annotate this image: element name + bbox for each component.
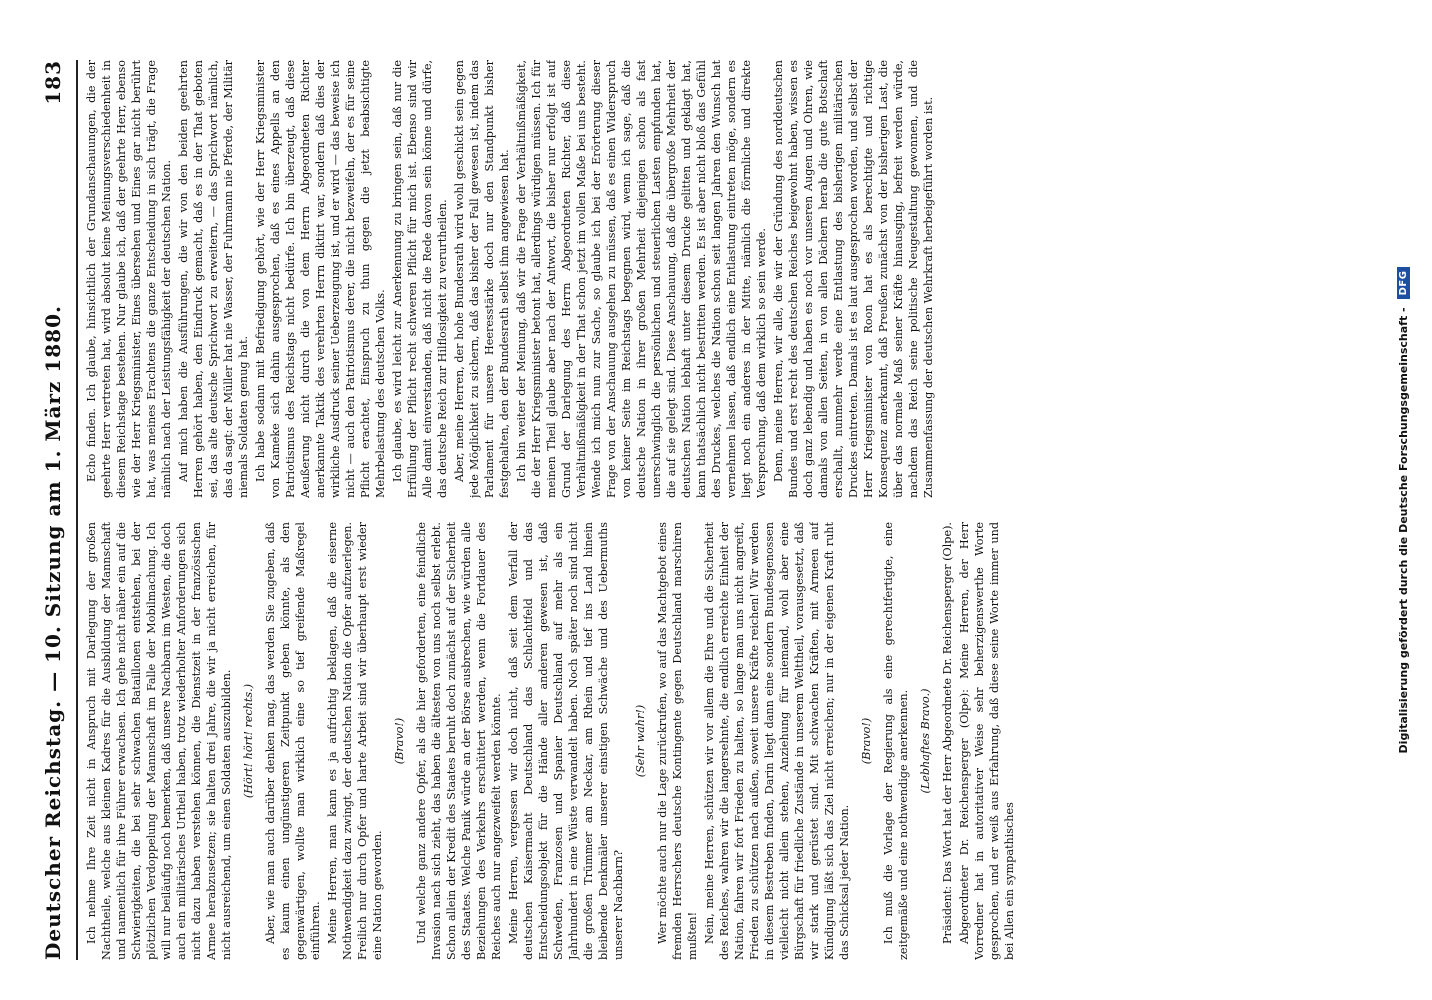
paragraph: Ich habe sodann mit Befriedigung gehört, wie der Herr Kriegsminister von Kameke sich dahin ausgesprochen, daß es eines Appells an den Patriotismus des Reichstags nicht bedürfe. Ich bin überzeugt, daß diese Aeußerung nicht durch die von dem Herrn Abgeordneten Richter anerkannte Taktik des verehrten Herrn diktirt war, sondern daß dies der wirkliche Ausdruck seiner Ueberzeugung ist, und er wird — das beweise ich nicht — auch den Patriotismus derer, die nicht bezweifeln, der es für seine Pflicht erachtet, Einspruch zu thun gegen die jetzt beabsichtigte Mehrbelastung des deutschen Volks. [254, 60, 387, 498]
paragraph: Denn, meine Herren, wir alle, die wir der Gründung des norddeutschen Bundes und erst recht des deutschen Reiches beigewohnt haben, wissen es doch ganz lebendig und haben es noch vor unseren Augen und Ohren, wie damals von allen Seiten, in von allen Dächern herab die gute Botschaft erschallt, nunmehr werde eine Entlastung des bisherigen militärischen Druckes eintreten. Damals ist es laut ausgesprochen worden, und selbst der Herr Kriegsminister von Roon hat es als berechtigte und richtige Konsequenz anerkannt, daß Preußen zunächst von der bisherigen Last, die über das normale Maß seiner Kräfte hinausging, befreit werden würde, nachdem das Reich seine politische Neugestaltung gewonnen, und die Zusammenfassung der deutschen Wehrkraft herbeigeführt worden ist. [772, 60, 935, 498]
parliamentary-reaction: (Hört! hört! rechts.) [242, 683, 255, 799]
header-rule [76, 60, 78, 960]
parliamentary-reaction: (Bravo!) [393, 717, 406, 765]
credit-text: Digitalisierung gefördert durch die Deutsche Forschungsgemeinschaft - [1396, 307, 1410, 754]
parliamentary-reaction: (Lebhaftes Bravo.) [919, 688, 932, 794]
paragraph: Präsident: Das Wort hat der Herr Abgeordnete Dr. Reichensperger (Olpe). [941, 522, 954, 944]
paragraph: Ich muß die Vorlage der Regierung als eine gerechtfertigte, eine zeitgemäße und eine nothwendige anerkennen. [882, 522, 910, 960]
running-title: Deutscher Reichstag. — 10. Sitzung am 1. März 1880. [41, 305, 65, 960]
paragraph: Ich bin weiter der Meinung, daß wir die Frage der Verhältnißmäßigkeit, die der Herr Kriegsminister betont hat, allerdings würdigen müssen. Ich für meinen Theil glaube aber nach der Antwort, die bisher nur erfolgt ist auf Grund der Darlegung des Herrn Abgeordneten Richter, daß diese Verhältnißmäßigkeit in der That schon jetzt im vollen Maße bei uns besteht. Wende ich mich nun zur Sache, so glaube ich bei der Erörterung dieser Frage von der Anschauung ausgehen zu müssen, daß es einen Widerspruch von keiner Seite im Reichstags begegnen wird, wenn ich sage, daß die deutsche Nation in ihrer großen Mehrheit diejenigen schon als fast unerschwinglich die persönlichen und steuerlichen Lasten empfunden hat, die auf sie gelegt sind. Diese Anschauung, daß die übergroße Mehrheit der deutschen Nation lebhaft unter diesem Drucke gelitten und geklagt hat, kann thatsächlich nicht bestritten werden. Es ist aber nicht bloß das Gefühl des Druckes, welches die Nation schon seit langen Jahren den Wunsch hat vernehmen lassen, daß endlich eine Entlastung eintreten möge, sondern es liegt noch ein anderes in der Mitte, nämlich die förmliche und direkte Versprechung, daß dem wirklich so sein werde. [515, 60, 768, 498]
paragraph: Nein, meine Herren, schützen wir vor allem die Ehre und die Sicherheit des Reiches, wahren wir die langersehnte, die endlich erreichte Einheit der Nation, fahren wir fort Frieden zu halten, so lange man uns nicht angreift, Frieden zu schützen nach außen, soweit unsere Kräfte reichen! Wir werden in diesem Bestreben finden, Darin liegt dann eine sondern Bundesgenossen vielleicht nicht allein stehen, Anziehung für niemand, wohl aber eine Bürgschaft für friedliche Zustände in unserem Welttheil, vorausgesetzt, daß wir stark und gerüstet sind. Mit schwachen Kräften, mit Armeen auf Kündigung läßt sich das Ziel nicht erreichen; nur in der eigenen Kraft ruht das Schicksal jeder Nation. [703, 522, 851, 960]
paragraph: Meine Herren, vergessen wir doch nicht, daß seit dem Verfall der deutschen Kaisermacht Deutschland das Schlachtfeld und das Entscheidungsobjekt für die Hände aller anderen gewesen ist, daß Schweden, Franzosen und Spanier Deutschland auf mehr als ein Jahrhundert in eine Wüste verwandelt haben. Noch später noch sind nicht die großen Trümmer am Neckar, am Rhein und tief ins Land hinein bleibende Denkmäler unserer einstigen Schwäche und des Uebermuths unserer Nachbarn? [507, 522, 625, 960]
paragraph: Ich glaube, es wird leicht zur Anerkennung zu bringen sein, daß nur die Erfüllung der Pflicht recht schweren Pflicht für mich ist. Ebenso sind wir Alle damit einverstanden, daß nicht die Rede davon sein könne und dürfe, das deutsche Reich zur Hilflosigkeit zu verurtheilen. [391, 60, 449, 498]
paragraph: Wer möchte auch nur die Lage zurückrufen, wo auf das Machtgebot eines fremden Herrschers deutsche Kontingente gegen Deutschland marschiren mußten! [656, 522, 699, 960]
text-column-right [84, 60, 1324, 498]
page-number: 183 [41, 60, 65, 105]
paragraph: Abgeordneter Dr. Reichensperger (Olpe): Meine Herren, der Herr Vorredner hat in autoritativer Weise sehr beherzigenswerthe Worte gesprochen, und er weiß aus Erfahrung, daß diese seine Worte immer und bei Allen ein sympathisches [958, 522, 1016, 960]
dfg-logo: DFG [1397, 267, 1410, 300]
paragraph: Echo finden. Ich glaube, hinsichtlich der Grundanschauungen, die der geehrte Herr vertreten hat, wird absolut keine Meinungsverschiedenheit in diesem Reichstage bestehen. Nur glaube ich, daß der geehrte Herr, ebenso wie der Herr Kriegsminister, Eines übersehen und Eines gar nicht berührt hat, was meines Erachtens die ganze Entscheidung in sich trägt, die Frage nämlich nach der Leistungsfähigkeit der deutschen Nation. [85, 60, 173, 498]
text-column-left [84, 522, 1324, 960]
paragraph: Aber, meine Herren, der hohe Bundesrath wird wohl geschickt sein gegen jede Möglichkeit zu sichern, daß das bisher der Fall gewesen ist, indem das Parlament für unsere Heeresstärke doch nur den Standpunkt bisher festgehalten, den der Bundesrath selbst ihm angewiesen hat. [453, 60, 511, 498]
parliamentary-reaction: (Sehr wahr!) [634, 704, 647, 778]
paragraph: Aber, wie man auch darüber denken mag, das werden Sie zugeben, daß es kaum einen ungünstigeren Zeitpunkt geben könnte, als den gegenwärtigen, wollte man wirklich eine so tief greifende Maßregel einführen. [264, 522, 322, 960]
paragraph: Ich nehme Ihre Zeit nicht in Anspruch mit Darlegung der großen Nachtheile, welche aus kleinen Kadres für die Ausbildung der Mannschaft und namentlich für ihre Führer erwachsen. Ich gehe nicht näher ein auf die Schwierigkeiten, die bei sehr schwachen Bataillonen entstehen, bei der plötzlichen Verdoppelung der Mannschaft im Falle der Mobilmachung. Ich will nur beiläufig noch bemerken, daß unsere Nachbarn im Westen, die doch auch ein militärisches Urtheil haben, trotz wiederholter Anforderungen sich nicht dazu haben verstehen können, die Dienstzeit in der französischen Armee herabzusetzen; sie halten drei Jahre, die wir ja nicht erreichen, für nicht ausreichend, um einen Soldaten auszubilden. [85, 522, 233, 960]
paragraph: Auf mich haben die Ausführungen, die wir von den beiden geehrten Herren gehört haben, den Eindruck gemacht, daß es in der That geboten sei, das alte deutsche Sprichwort zu erweitern, — das Sprichwort nämlich, das da sagt: der Müller hat nie Wasser, der Fuhrmann nie Pferde, der Militär niemals Soldaten genug hat. [177, 60, 250, 498]
parliamentary-reaction: (Bravo!) [860, 717, 873, 765]
digitization-credit [1392, 60, 1414, 960]
paragraph: Meine Herren, man kann es ja aufrichtig beklagen, daß die eiserne Nothwendigkeit dazu zwingt, der deutschen Nation die Opfer aufzuerlegen. Freilich nur durch Opfer und harte Arbeit sind wir überhaupt erst wieder eine Nation geworden. [326, 522, 384, 960]
page-header [36, 60, 70, 960]
paragraph: Und welche ganz andere Opfer, als die hier geforderten, eine feindliche Invasion nach sich zieht, das haben die ältesten von uns noch selbst erlebt. Schon allein der Kredit des Staates beruht doch zunächst auf der Sicherheit des Staates. Welche Panik würde an der Börse ausbrechen, wie würden alle Beziehungen des Verkehrs erschüttert werden, wenn die Fortdauer des Reiches auch nur angezweifelt werden könnte. [415, 522, 503, 960]
